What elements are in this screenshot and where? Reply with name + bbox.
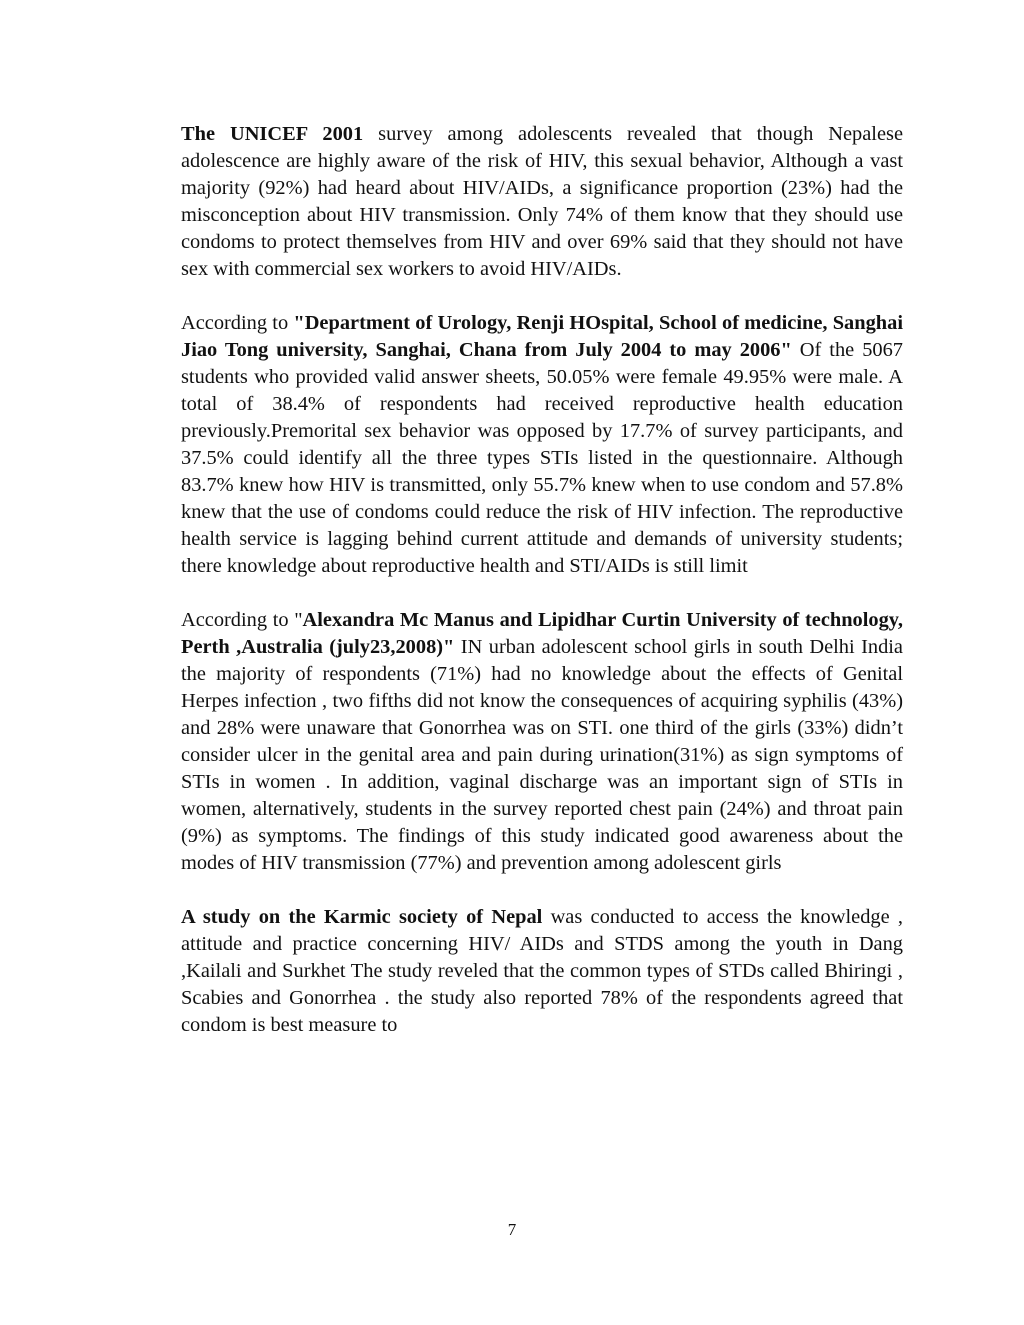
paragraph-heading: A study on the Karmic society of Nepal bbox=[181, 906, 543, 928]
paragraph-body: survey among adolescents revealed that though Nepalese adolescence are highly aware of the risk of HIV, this sexual behavior, Although a vast majority (92%) had heard about HIV/AIDs, a significance proportion (23%) had the misconception about HIV transmission. Only 74% of them know that they should use condoms to protect themselves from HIV and over 69% said that they should not have sex with commercial sex workers to avoid HIV/AIDs. bbox=[181, 123, 903, 280]
paragraph-heading: The UNICEF 2001 bbox=[181, 123, 364, 145]
paragraph-karmic-study bbox=[181, 904, 903, 1039]
paragraph-heading: Alexandra Mc Manus and Lipidhar Curtin University of technology, Perth ,Australia (july23,2008)" bbox=[181, 609, 903, 658]
paragraph-urology-study bbox=[181, 310, 903, 580]
paragraph-body: Of the 5067 students who provided valid answer sheets, 50.05% were female 49.95% were male. A total of 38.4% of respondents had received reproductive health education previously.Premorital sex behavior was opposed by 17.7% of survey participants, and 37.5% could identify all the three types STIs listed in the questionnaire. Although 83.7% knew how HIV is transmitted, only 55.7% knew when to use condom and 57.8% knew that the use of condoms could reduce the risk of HIV infection. The reproductive health service is lagging behind current attitude and demands of university students; there knowledge about reproductive health and STI/AIDs is still limit bbox=[181, 339, 903, 577]
paragraph-prefix: According to " bbox=[181, 609, 303, 631]
paragraph-body: IN urban adolescent school girls in south Delhi India the majority of respondents (71%) had no knowledge about the effects of Genital Herpes infection , two fifths did not know the consequences of acquiring syphilis (43%) and 28% were unaware that Gonorrhea was on STI. one third of the girls (33%) didn’t consider ulcer in the genital area and pain during urination(31%) as sign symptoms of STIs in women . In addition, vaginal discharge was an important sign of STIs in women, alternatively, students in the survey reported chest pain (24%) and throat pain (9%) as symptoms. The findings of this study indicated good awareness about the modes of HIV transmission (77%) and prevention among adolescent girls bbox=[181, 636, 903, 874]
paragraph-body: was conducted to access the knowledge , attitude and practice concerning HIV/ AIDs and STDS among the youth in Dang ,Kailali and Surkhet The study reveled that the common types of STDs called Bhiringi , Scabies and Gonorrhea . the study also reported 78% of the respondents agreed that condom is best measure to bbox=[181, 906, 903, 1036]
paragraph-curtin-study bbox=[181, 607, 903, 877]
document-page bbox=[181, 121, 903, 1066]
page-number: 7 bbox=[507, 1220, 517, 1239]
paragraph-heading: "Department of Urology, Renji HOspital, School of medicine, Sanghai Jiao Tong university, Sanghai, Chana from July 2004 to may 2006" bbox=[181, 312, 903, 361]
paragraph-unicef-survey bbox=[181, 121, 903, 283]
paragraph-prefix: According to bbox=[181, 312, 294, 334]
